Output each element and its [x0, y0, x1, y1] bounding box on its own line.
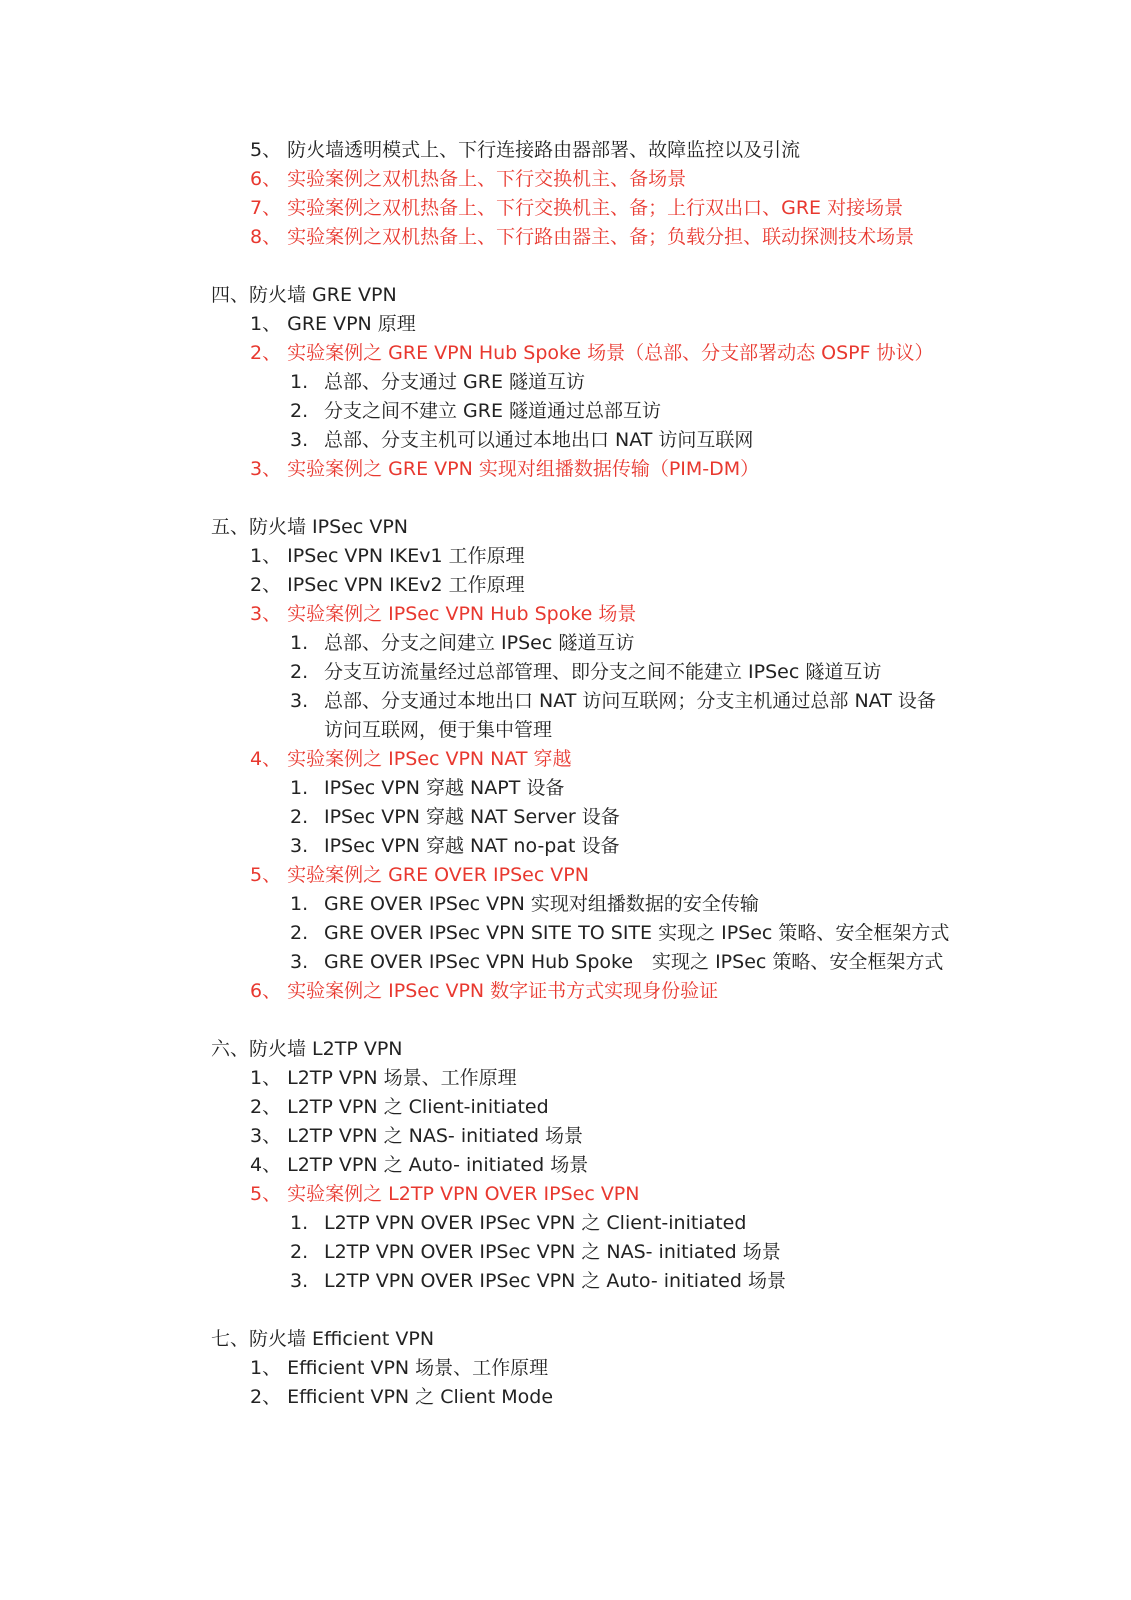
list-item: 2、 Efficient VPN 之 Client Mode	[250, 1386, 554, 1408]
list-item-highlight: 8、 实验案例之双机热备上、下行路由器主、备；负载分担、联动探测技术场景	[250, 226, 915, 248]
list-item-highlight: 3、 实验案例之 IPSec VPN Hub Spoke 场景	[250, 603, 637, 625]
sub-item-number: 3.	[290, 429, 309, 451]
sub-item-number: 2.	[290, 400, 309, 422]
sub-list-item	[290, 368, 585, 397]
sub-item-number: 1.	[290, 893, 309, 915]
sub-item-text: L2TP VPN OVER IPSec VPN 之 Client-initiated	[324, 1212, 747, 1234]
sub-list-item	[290, 1209, 746, 1238]
section-heading: 五、防火墙 IPSec VPN	[211, 516, 409, 538]
sub-item-text: IPSec VPN 穿越 NAPT 设备	[324, 777, 565, 799]
list-item-highlight: 3、 实验案例之 GRE VPN 实现对组播数据传输（PIM-DM）	[250, 458, 760, 480]
section-heading: 七、防火墙 Efficient VPN	[211, 1328, 435, 1350]
list-item-highlight: 6、 实验案例之 IPSec VPN 数字证书方式实现身份验证	[250, 980, 719, 1002]
sub-list-item	[290, 803, 620, 832]
sub-list-item	[290, 687, 936, 716]
sub-item-number: 3.	[290, 951, 309, 973]
list-item: 1、 GRE VPN 原理	[250, 313, 416, 335]
list-item-highlight: 7、 实验案例之双机热备上、下行交换机主、备；上行双出口、GRE 对接场景	[250, 197, 904, 219]
list-item-highlight: 5、 实验案例之 L2TP VPN OVER IPSec VPN	[250, 1183, 640, 1205]
sub-item-text: 总部、分支主机可以通过本地出口 NAT 访问互联网	[324, 429, 754, 451]
sub-item-text: GRE OVER IPSec VPN SITE TO SITE 实现之 IPSec 策略、安全框架方式	[324, 922, 950, 944]
sub-item-number: 1.	[290, 632, 309, 654]
sub-list-item	[290, 426, 753, 455]
sub-item-number: 2.	[290, 661, 309, 683]
sub-item-number: 3.	[290, 1270, 309, 1292]
sub-list-item	[290, 629, 634, 658]
sub-item-number: 1.	[290, 371, 309, 393]
sub-list-item	[290, 774, 564, 803]
list-item: 1、 IPSec VPN IKEv1 工作原理	[250, 545, 525, 567]
sub-item-text: GRE OVER IPSec VPN 实现对组播数据的安全传输	[324, 893, 759, 915]
sub-item-text: 分支互访流量经过总部管理、即分支之间不能建立 IPSec 隧道互访	[324, 661, 882, 683]
sub-item-number: 2.	[290, 922, 309, 944]
list-item: 2、 IPSec VPN IKEv2 工作原理	[250, 574, 525, 596]
sub-item-text: IPSec VPN 穿越 NAT Server 设备	[324, 806, 620, 828]
list-item-highlight: 2、 实验案例之 GRE VPN Hub Spoke 场景（总部、分支部署动态 OSPF 协议）	[250, 342, 934, 364]
list-item: 1、 L2TP VPN 场景、工作原理	[250, 1067, 517, 1089]
sub-list-item	[290, 658, 881, 687]
list-item-highlight: 6、 实验案例之双机热备上、下行交换机主、备场景	[250, 168, 687, 190]
sub-item-number: 2.	[290, 1241, 309, 1263]
sub-item-text: 总部、分支通过本地出口 NAT 访问互联网；分支主机通过总部 NAT 设备	[324, 690, 936, 712]
sub-item-text: 总部、分支通过 GRE 隧道互访	[324, 371, 586, 393]
list-item: 1、 Efficient VPN 场景、工作原理	[250, 1357, 549, 1379]
list-item: 2、 L2TP VPN 之 Client-initiated	[250, 1096, 549, 1118]
list-item: 5、 防火墙透明模式上、下行连接路由器部署、故障监控以及引流	[250, 139, 801, 161]
list-item-highlight: 5、 实验案例之 GRE OVER IPSec VPN	[250, 864, 589, 886]
sub-item-text: 分支之间不建立 GRE 隧道通过总部互访	[324, 400, 662, 422]
sub-item-number: 1.	[290, 1212, 309, 1234]
list-item-highlight: 4、 实验案例之 IPSec VPN NAT 穿越	[250, 748, 572, 770]
list-item: 3、 L2TP VPN 之 NAS- initiated 场景	[250, 1125, 584, 1147]
list-item: 4、 L2TP VPN 之 Auto- initiated 场景	[250, 1154, 589, 1176]
sub-item-text: IPSec VPN 穿越 NAT no-pat 设备	[324, 835, 620, 857]
sub-list-item	[290, 832, 620, 861]
sub-item-text: L2TP VPN OVER IPSec VPN 之 Auto- initiated 场景	[324, 1270, 786, 1292]
section-heading: 六、防火墙 L2TP VPN	[211, 1038, 403, 1060]
sub-item-number: 2.	[290, 806, 309, 828]
sub-list-item	[290, 948, 943, 977]
sub-list-item-continuation: 访问互联网，便于集中管理	[324, 719, 553, 741]
sub-list-item	[290, 1238, 781, 1267]
sub-item-text: L2TP VPN OVER IPSec VPN 之 NAS- initiated 场景	[324, 1241, 781, 1263]
sub-list-item	[290, 890, 759, 919]
section-heading: 四、防火墙 GRE VPN	[211, 284, 397, 306]
sub-item-number: 1.	[290, 777, 309, 799]
sub-list-item	[290, 397, 661, 426]
sub-item-text: 总部、分支之间建立 IPSec 隧道互访	[324, 632, 635, 654]
sub-list-item	[290, 1267, 786, 1296]
sub-item-number: 3.	[290, 690, 309, 712]
sub-item-text: GRE OVER IPSec VPN Hub Spoke 实现之 IPSec 策略、安全框架方式	[324, 951, 944, 973]
sub-list-item	[290, 919, 949, 948]
sub-item-number: 3.	[290, 835, 309, 857]
